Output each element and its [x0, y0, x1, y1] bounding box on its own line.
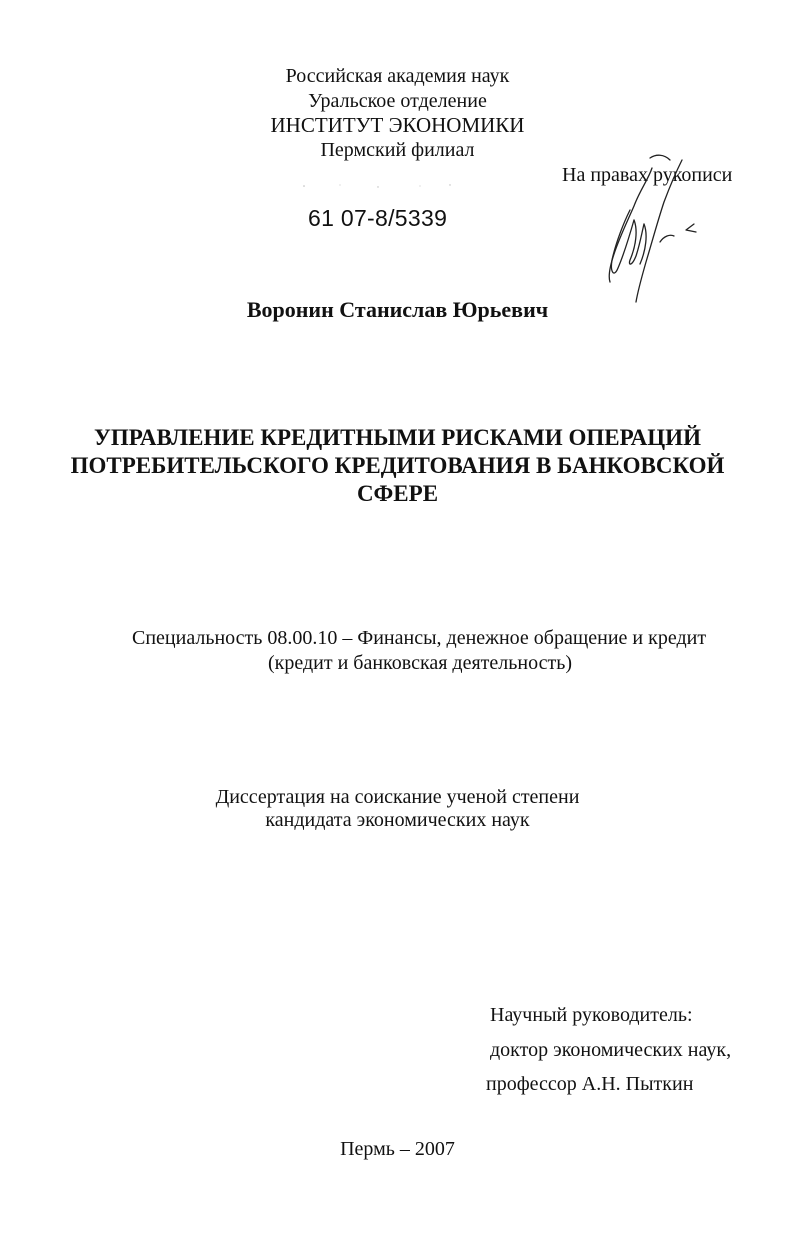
specialty-subline: (кредит и банковская деятельность) [267, 652, 573, 674]
degree-name-line: кандидата экономических наук [265, 809, 530, 831]
handwritten-signature [590, 150, 710, 310]
filial-name: Пермский филиал [320, 139, 475, 161]
institute-name: ИНСТИТУТ ЭКОНОМИКИ [270, 113, 525, 137]
degree-purpose-line: Диссертация на соискание ученой степени [215, 786, 580, 808]
city-year: Пермь – 2007 [340, 1138, 455, 1160]
title-line-3: СФЕРЕ [356, 481, 439, 506]
branch-name: Уральское отделение [308, 90, 487, 112]
title-line-2: ПОТРЕБИТЕЛЬСКОГО КРЕДИТОВАНИЯ В БАНКОВСКОЙ [70, 453, 725, 478]
advisor-label: Научный руководитель: [490, 1004, 693, 1026]
author-name: Воронин Станислав Юрьевич [246, 297, 549, 322]
advisor-degree: доктор экономических наук, [490, 1039, 732, 1061]
dissertation-title [0, 424, 795, 508]
library-catalog-number: 61 07-8/5339 [308, 205, 448, 231]
scan-speckles [300, 183, 460, 189]
specialty-line: Специальность 08.00.10 – Финансы, денежное обращение и кредит [132, 627, 707, 649]
title-line-1: УПРАВЛЕНИЕ КРЕДИТНЫМИ РИСКАМИ ОПЕРАЦИЙ [94, 425, 701, 450]
academy-name: Российская академия наук [285, 65, 510, 87]
advisor-name: профессор А.Н. Пыткин [486, 1073, 694, 1095]
manuscript-rights-note: На правах рукописи [562, 164, 733, 186]
